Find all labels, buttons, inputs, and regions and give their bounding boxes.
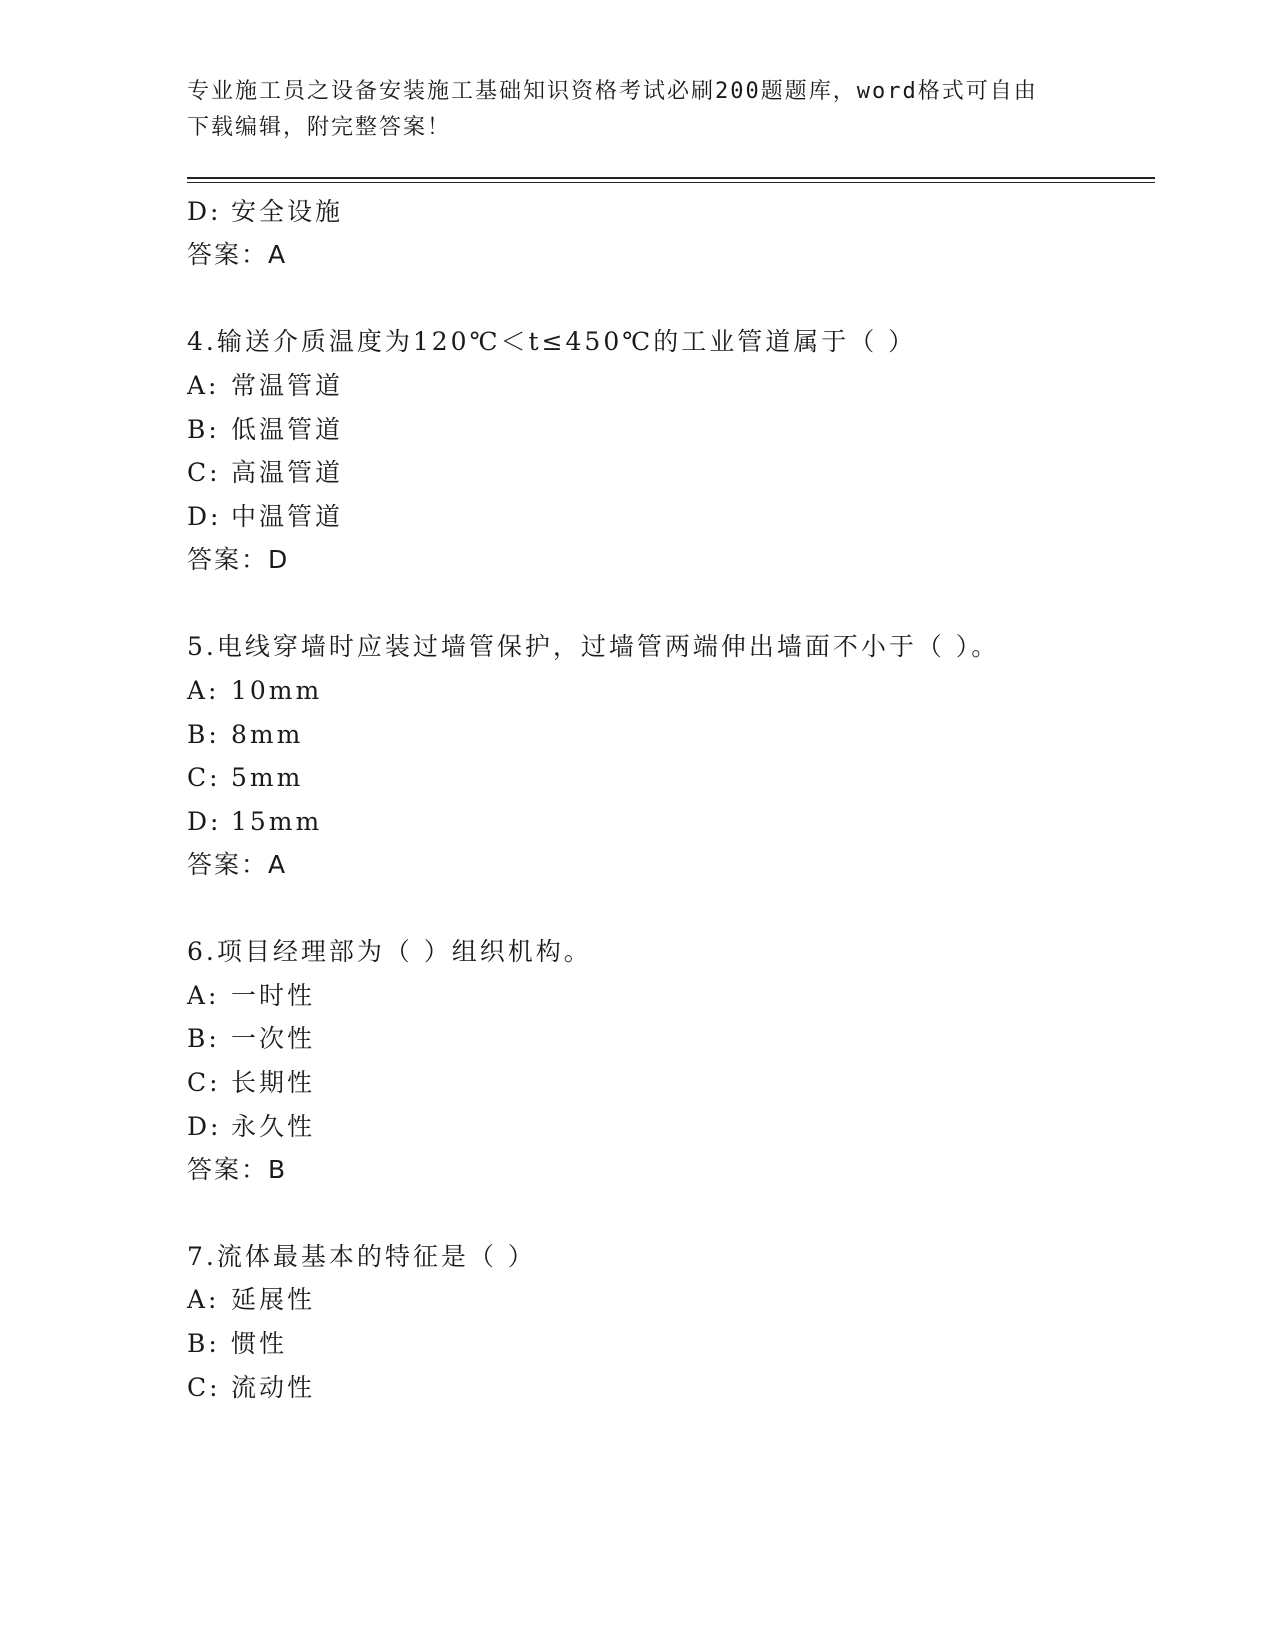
q5-option-d — [187, 805, 322, 839]
option-letter: C: — [187, 763, 221, 792]
option-text: 15mm — [231, 807, 323, 836]
header-line-2: 下载编辑，附完整答案！ — [187, 115, 452, 140]
option-letter: A: — [187, 676, 220, 705]
option-text: 惯性 — [231, 1329, 288, 1358]
option-letter: B: — [187, 720, 220, 749]
option-text: 高温管道 — [231, 458, 344, 487]
q7-option-c — [187, 1371, 315, 1405]
option-letter: A: — [187, 371, 220, 400]
q4-option-c — [187, 456, 343, 490]
option-text: 10mm — [231, 676, 323, 705]
option-letter: C: — [187, 1068, 221, 1097]
option-letter: B: — [187, 415, 220, 444]
option-letter: D: — [187, 502, 222, 531]
q6-answer: 答案：B — [187, 1155, 288, 1184]
option-text: 一次性 — [231, 1024, 316, 1053]
q3-answer: 答案：A — [187, 240, 288, 269]
option-text: 中温管道 — [231, 502, 344, 531]
q4-option-b — [187, 413, 343, 447]
option-letter: D: — [187, 197, 222, 226]
option-letter: C: — [187, 458, 221, 487]
q6-option-b — [187, 1022, 315, 1056]
q4-option-a — [187, 369, 343, 403]
q4-stem: 4.输送介质温度为120℃＜t≤450℃的工业管道属于（ ） — [187, 327, 917, 356]
option-text: 一时性 — [231, 981, 316, 1010]
q4-option-d — [187, 500, 343, 534]
q5-stem: 5.电线穿墙时应装过墙管保护，过墙管两端伸出墙面不小于（ ）。 — [187, 632, 1000, 661]
q3-option-d — [187, 195, 343, 229]
option-letter: D: — [187, 1112, 222, 1141]
option-text: 安全设施 — [231, 197, 344, 226]
option-text: 8mm — [231, 720, 304, 749]
option-letter: C: — [187, 1373, 221, 1402]
option-letter: A: — [187, 1285, 220, 1314]
option-letter: B: — [187, 1329, 220, 1358]
option-text: 延展性 — [231, 1285, 316, 1314]
header-line-1: 专业施工员之设备安装施工基础知识资格考试必刷200题题库，word格式可自由 — [187, 79, 1038, 104]
header-divider-thin — [187, 182, 1155, 183]
option-letter: D: — [187, 807, 222, 836]
option-text: 5mm — [231, 763, 304, 792]
q6-option-d — [187, 1110, 315, 1144]
option-text: 低温管道 — [231, 415, 344, 444]
option-letter: B: — [187, 1024, 220, 1053]
q6-stem: 6.项目经理部为（ ）组织机构。 — [187, 937, 592, 966]
q5-option-a — [187, 674, 322, 708]
q5-answer: 答案：A — [187, 850, 288, 879]
option-text: 流动性 — [231, 1373, 316, 1402]
q4-answer: 答案：D — [187, 545, 290, 574]
header-divider-thick — [187, 177, 1155, 179]
option-text: 常温管道 — [231, 371, 344, 400]
document-header — [187, 74, 1087, 146]
q6-option-c — [187, 1066, 315, 1100]
option-letter: A: — [187, 981, 220, 1010]
q7-option-b — [187, 1327, 287, 1361]
option-text: 长期性 — [231, 1068, 316, 1097]
q7-stem: 7.流体最基本的特征是（ ） — [187, 1242, 536, 1271]
q7-option-a — [187, 1283, 315, 1317]
q5-option-c — [187, 761, 303, 795]
q6-option-a — [187, 979, 315, 1013]
q5-option-b — [187, 718, 303, 752]
option-text: 永久性 — [231, 1112, 316, 1141]
